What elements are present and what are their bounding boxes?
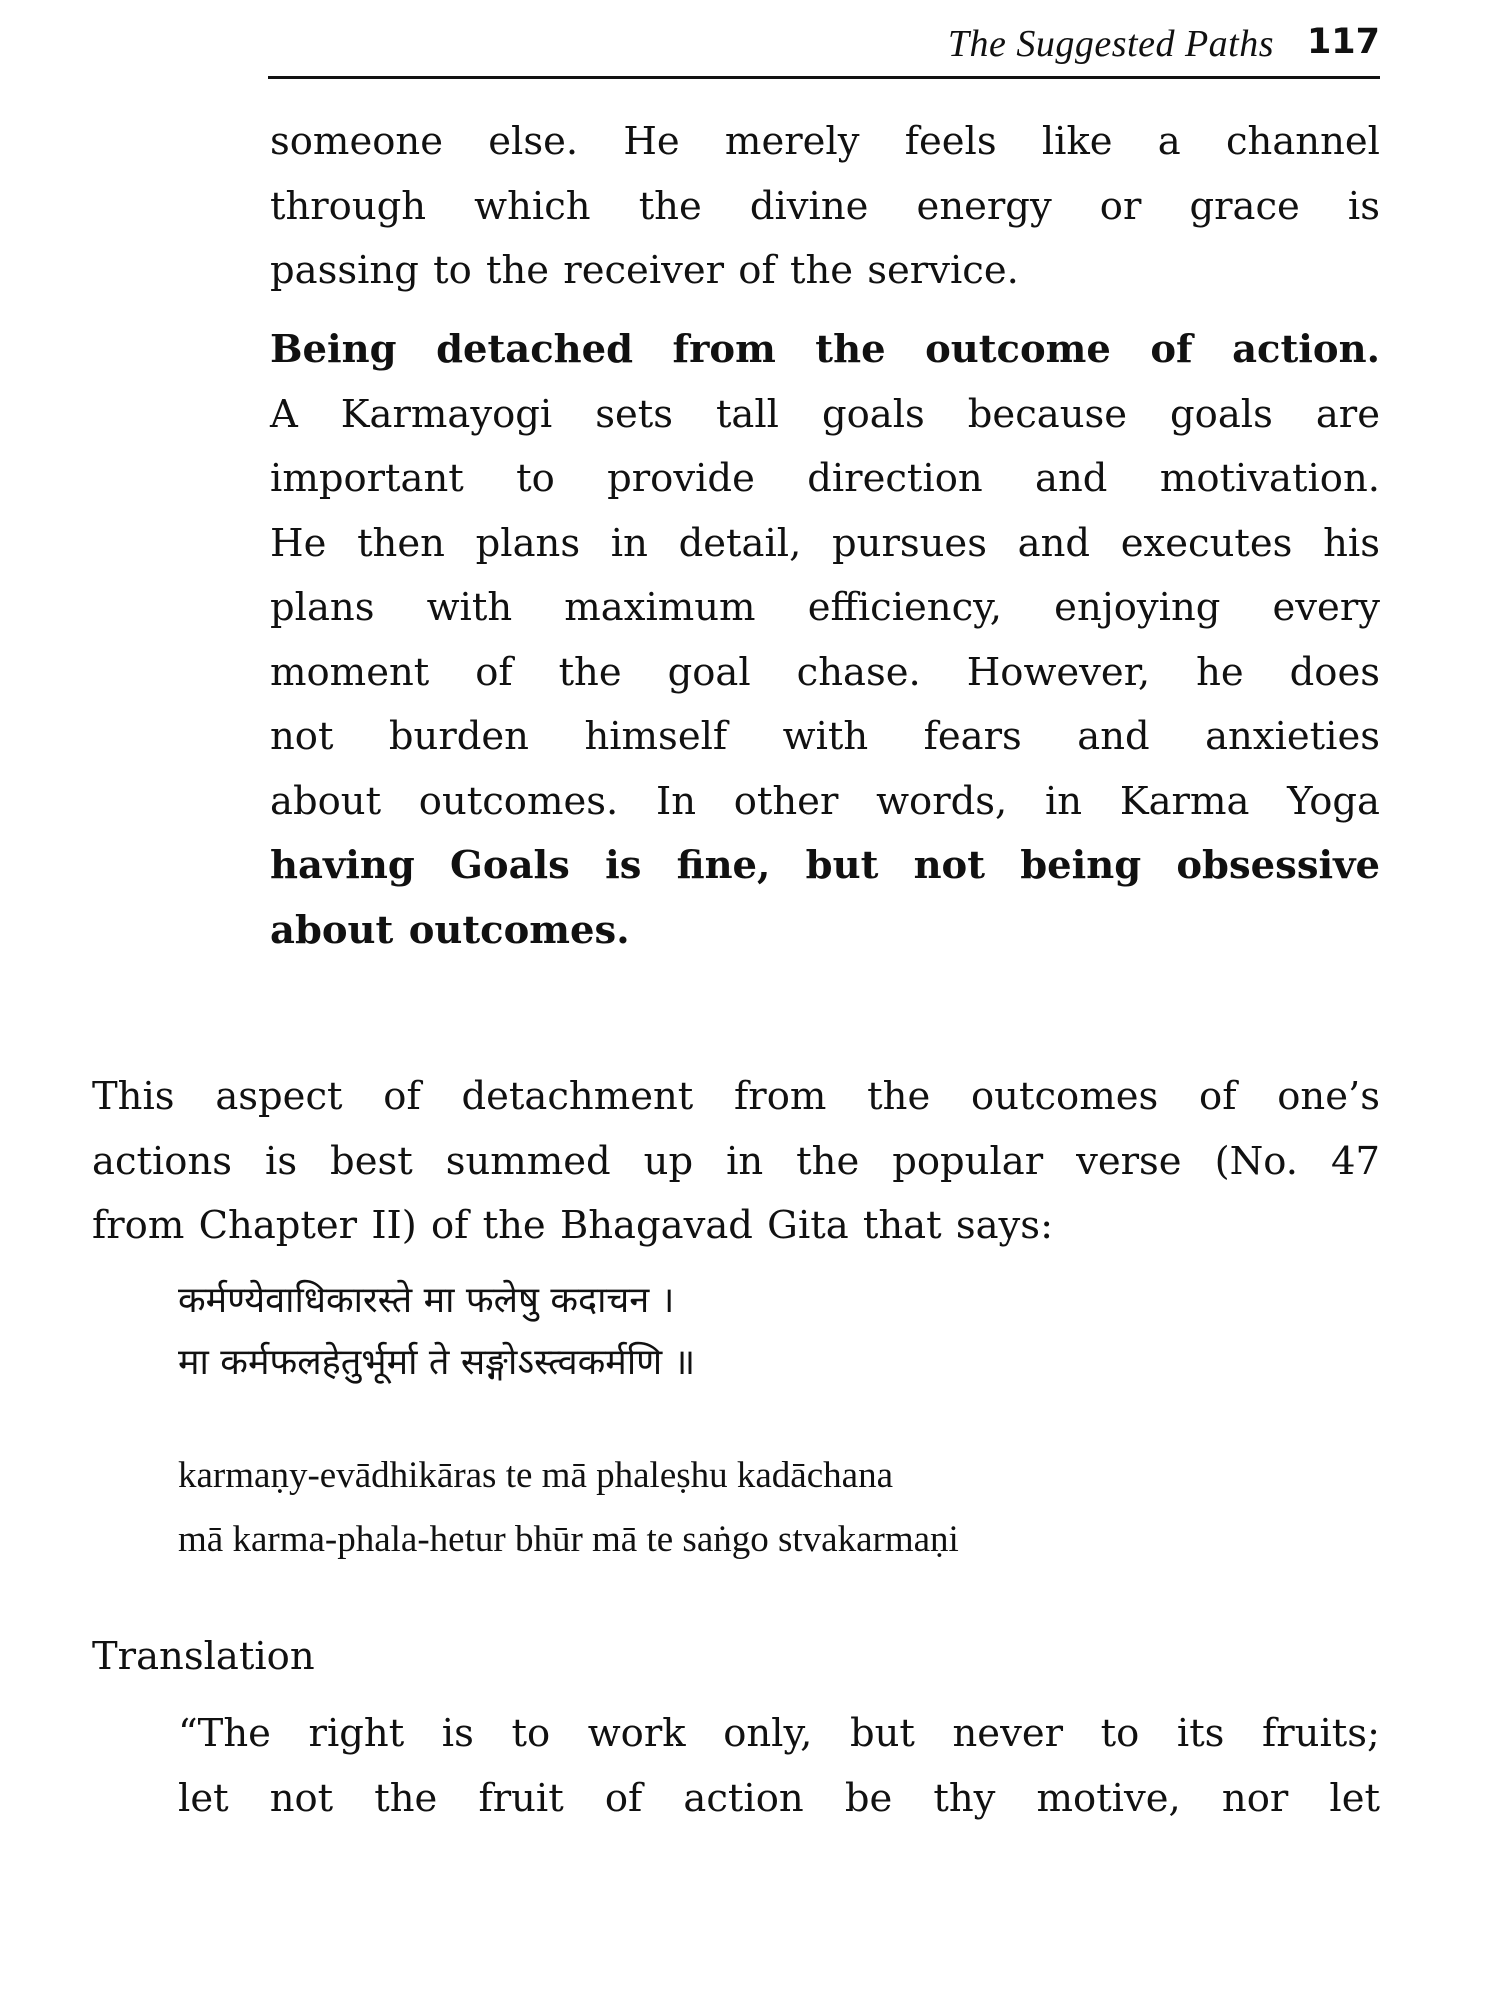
text-line: not burden himself with fears and anxieties: [270, 714, 1380, 759]
text-line: someone else. He merely feels like a channel: [270, 119, 1380, 164]
sanskrit-verse-line: कर्मण्येवाधिकारस्ते मा फलेषु कदाचन ।: [178, 1280, 675, 1321]
transliteration-line: mā karma-phala-hetur bhūr mā te saṅgo stvakarmaṇi: [178, 1519, 959, 1560]
continuation-paragraph: [270, 110, 1380, 304]
transliteration-line: karmaṇy-evādhikāras te mā phaleṣhu kadāchana: [178, 1455, 893, 1496]
sanskrit-verse-line: मा कर्मफलहेतुर्भूर्मा ते सङ्गोऽस्त्वकर्मणि ॥: [178, 1342, 696, 1383]
text-line: from Chapter II) of the Bhagavad Gita that says:: [92, 1203, 1054, 1248]
text-line: actions is best summed up in the popular verse (No. 47: [92, 1138, 1380, 1184]
text-line: about outcomes. In other words, in Karma Yoga: [270, 778, 1380, 824]
translation-label: Translation: [92, 1634, 315, 1679]
text-line: important to provide direction and motivation.: [270, 456, 1380, 501]
bold-conclusion-line: about outcomes.: [270, 907, 630, 953]
verse-transliteration: [178, 1444, 1278, 1572]
text-line: This aspect of detachment from the outcomes of one’s: [92, 1074, 1380, 1119]
translation-text: [178, 1702, 1380, 1831]
text-line: plans with maximum efficiency, enjoying every: [270, 585, 1380, 630]
page-header: [268, 20, 1380, 79]
text-line: through which the divine energy or grace is: [270, 183, 1380, 229]
text-line: A Karmayogi sets tall goals because goals are: [270, 391, 1380, 437]
translation-line: let not the fruit of action be thy motive, nor let: [178, 1775, 1380, 1821]
text-line: moment of the goal chase. However, he does: [270, 649, 1380, 695]
text-line: He then plans in detail, pursues and executes his: [270, 520, 1380, 566]
bold-conclusion-line: having Goals is fine, but not being obsessive: [270, 843, 1380, 888]
sanskrit-verse: [178, 1270, 1178, 1394]
translation-line: “The right is to work only, but never to its fruits;: [178, 1711, 1380, 1756]
page-number: 117: [1306, 22, 1380, 62]
text-line: passing to the receiver of the service.: [270, 248, 1019, 293]
lead-heading: Being detached from the outcome of action.: [270, 327, 1380, 372]
detachment-paragraph: [270, 318, 1380, 963]
intro-paragraph: [92, 1065, 1380, 1259]
running-title: The Suggested Paths: [947, 23, 1274, 65]
